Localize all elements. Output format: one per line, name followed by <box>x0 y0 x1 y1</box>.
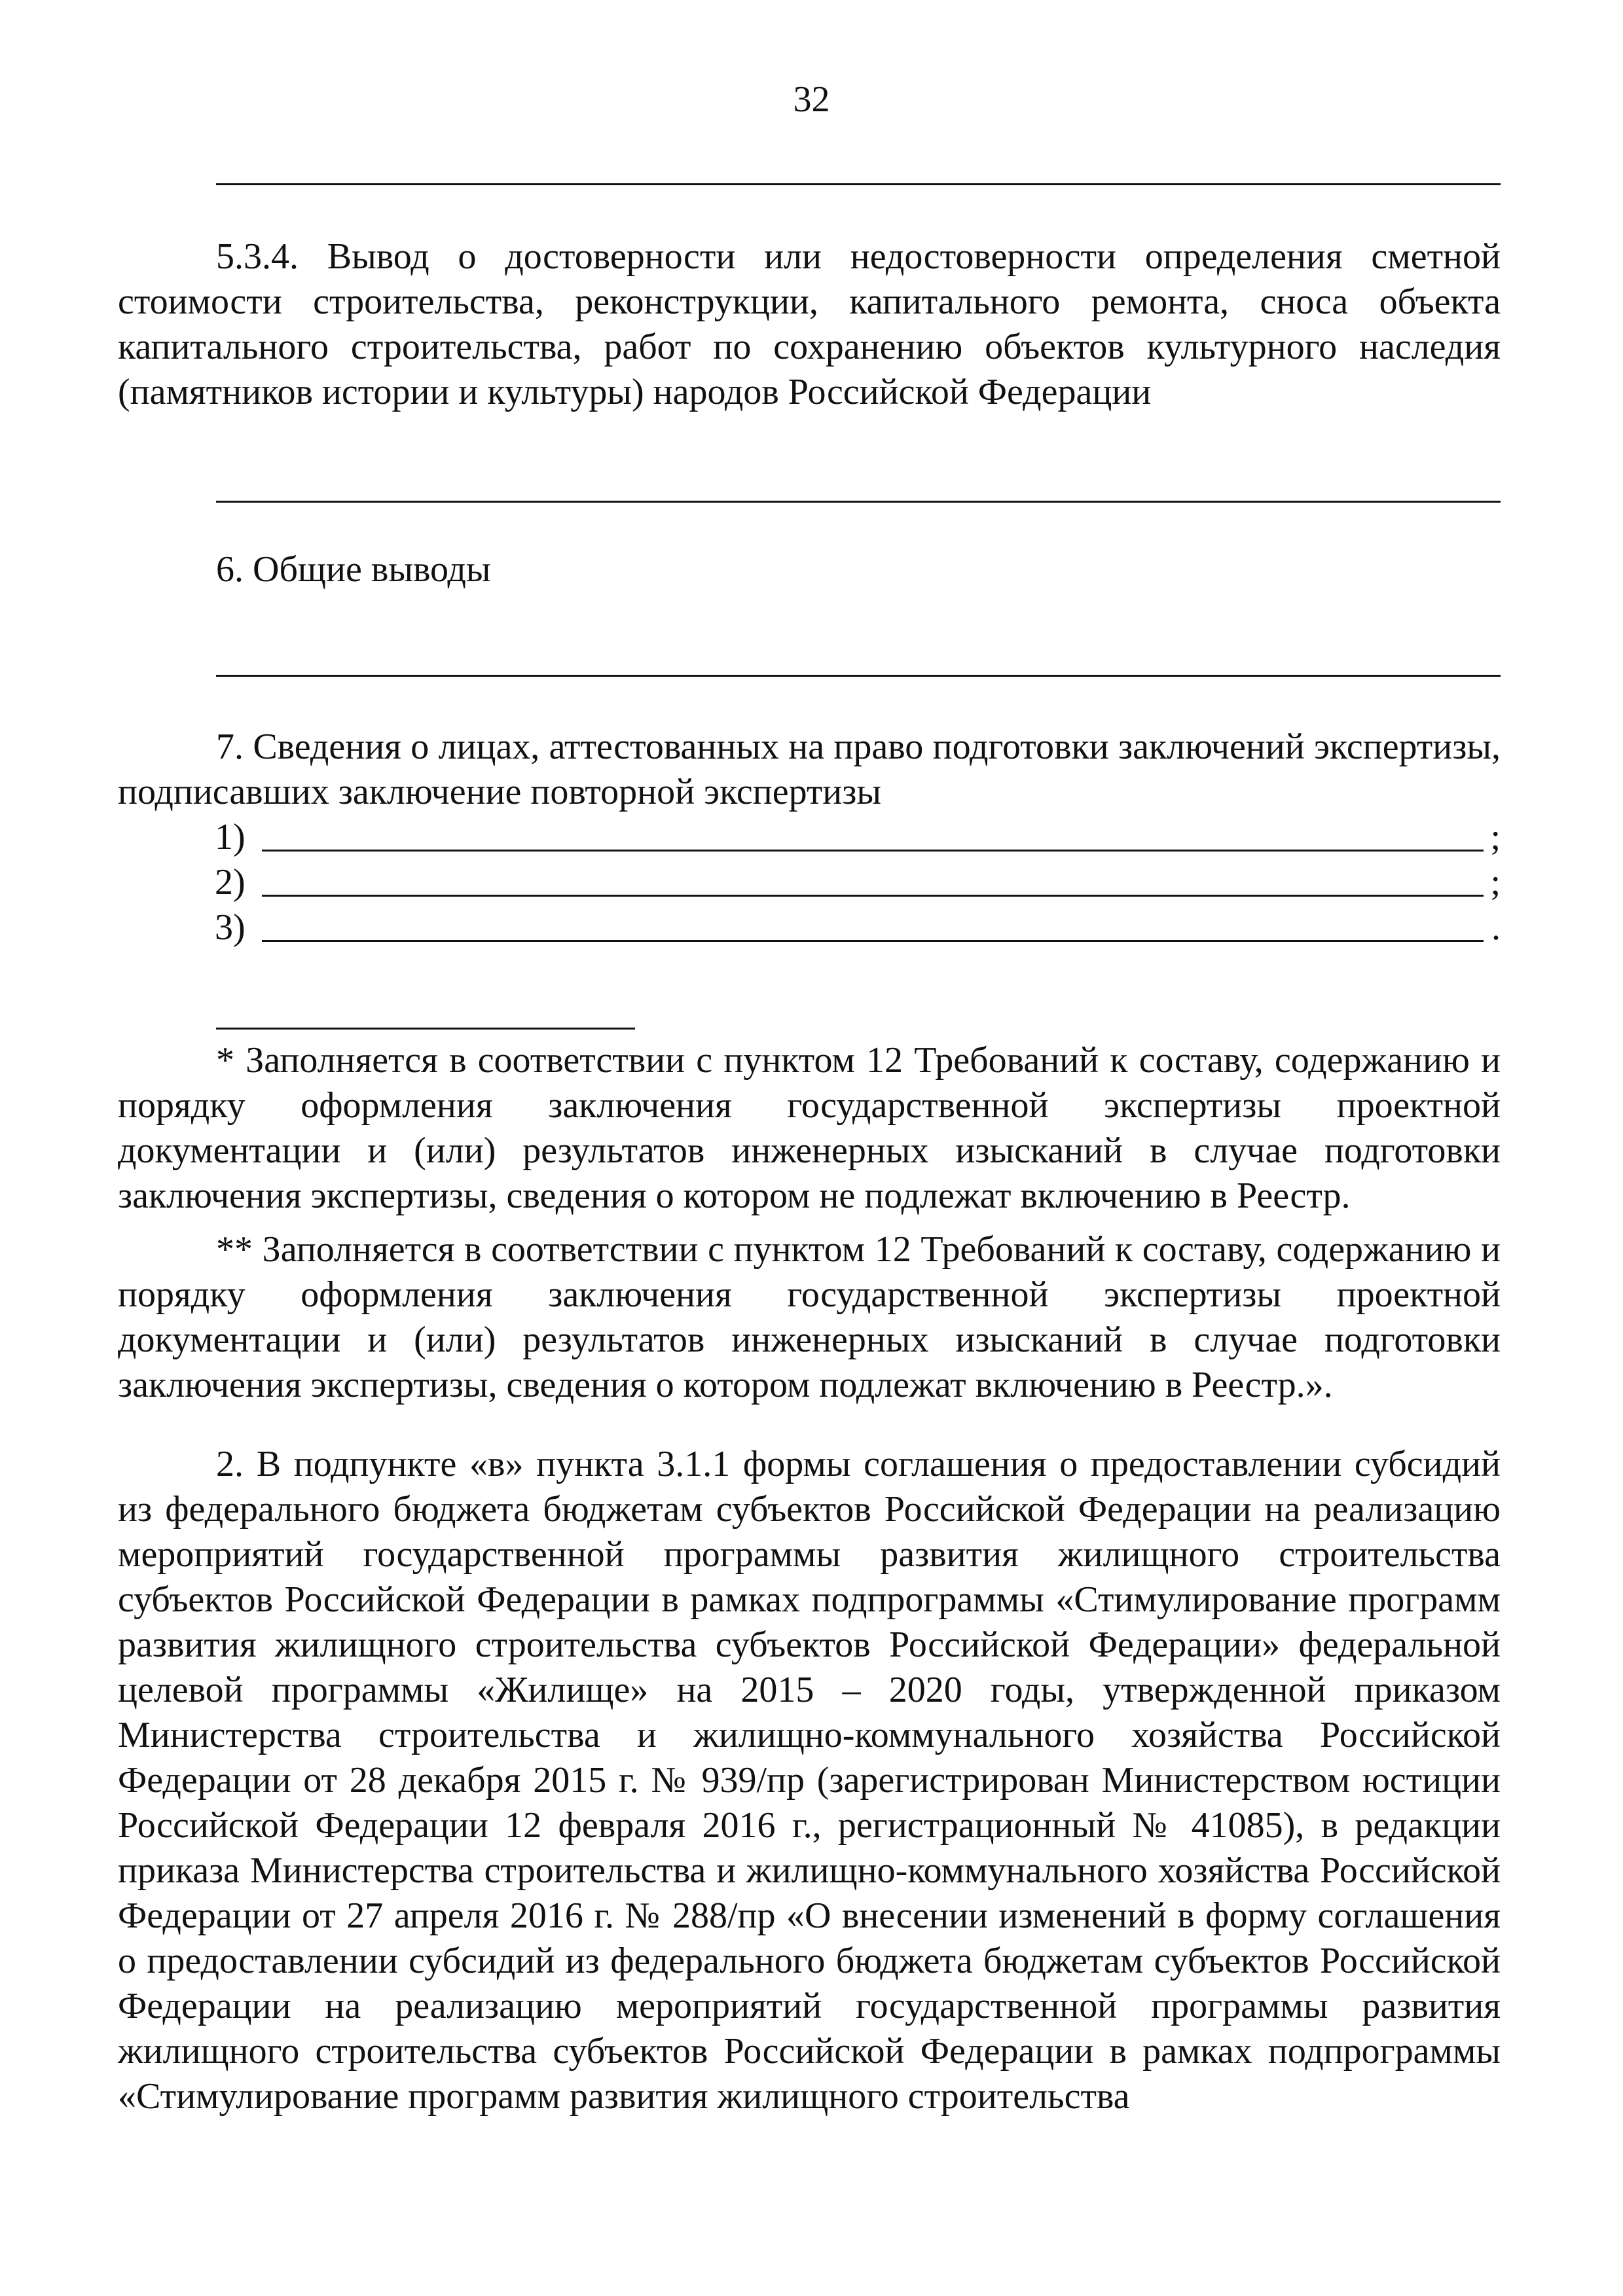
amendment-item-2-text: 2. В подпункте «в» пункта 3.1.1 формы соглашения о предоставлении субсидий из федерального бюджета бюджетам субъектов Российской Федерации на реализацию мероприятий государственной программы развития жилищного строительства субъектов Российской Федерации в рамках подпрограммы «Стимулирование программ развития жилищного строительства субъектов Российской Федерации» федеральной целевой программы «Жилище» на 2015 – 2020 годы, утвержденной приказом Министерства строительства и жилищно-коммунального хозяйства Российской Федерации от 28 декабря 2015 г. № 939/пр (зарегистрирован Министерством юстиции Российской Федерации 12 февраля 2016 г., регистрационный № 41085), в редакции приказа Министерства строительства и жилищно-коммунального хозяйства Российской Федерации от 27 апреля 2016 г. № 288/пр «О внесении изменений в форму соглашения о предоставлении субсидий из федерального бюджета бюджетам субъектов Российской Федерации на реализацию мероприятий государственной программы развития жилищного строительства субъектов Российской Федерации в рамках подпрограммы «Стимулирование программ развития жилищного строительства <box>118 1444 1501 2117</box>
signer-line <box>215 905 1501 950</box>
signer-number: 3) <box>215 907 246 948</box>
signer-end-mark: ; <box>1490 817 1501 857</box>
signer-blank <box>262 940 1484 942</box>
blank-line-5-3-4 <box>216 501 1501 503</box>
section-7-text: 7. Сведения о лицах, аттестованных на право подготовки заключений экспертизы, подписавших заключение повторной экспертизы <box>118 726 1501 812</box>
signer-end-mark: ; <box>1490 862 1501 903</box>
signer-number: 2) <box>215 862 246 903</box>
signer-line <box>215 815 1501 860</box>
amendment-item-2 <box>118 1442 1501 2119</box>
signer-number: 1) <box>215 817 246 857</box>
section-7 <box>118 725 1501 815</box>
signer-line <box>215 860 1501 905</box>
signer-blank <box>262 895 1484 897</box>
section-5-3-4-text: 5.3.4. Вывод о достоверности или недостоверности определения сметной стоимости строительства, реконструкции, капитального ремонта, сноса объекта капитального строительства, работ по сохранению объектов культурного наследия (памятников истории и культуры) народов Российской Федерации <box>118 236 1501 412</box>
signer-end-mark: . <box>1491 907 1501 948</box>
footnote-2: ** Заполняется в соответствии с пунктом 12 Требований к составу, содержанию и порядку оформления заключения государственной экспертизы проектной документации и (или) результатов инженерных изысканий в случае подготовки заключения экспертизы, сведения о котором подлежат включению в Реестр.». <box>118 1229 1501 1405</box>
section-6-title: 6. Общие выводы <box>216 549 491 590</box>
page-number: 32 <box>793 79 830 120</box>
section-6 <box>118 547 1501 592</box>
footnote-1: * Заполняется в соответствии с пунктом 12 Требований к составу, содержанию и порядку оформления заключения государственной экспертизы проектной документации и (или) результатов инженерных изысканий в случае подготовки заключения экспертизы, сведения о котором не подлежат включению в Реестр. <box>118 1040 1501 1216</box>
footnotes <box>118 1038 1501 1408</box>
section-5-3-4 <box>118 234 1501 415</box>
blank-line-6 <box>216 675 1501 677</box>
footnote-separator <box>216 1028 635 1030</box>
blank-line-5-3-3 <box>216 183 1501 185</box>
signer-blank <box>262 850 1484 852</box>
